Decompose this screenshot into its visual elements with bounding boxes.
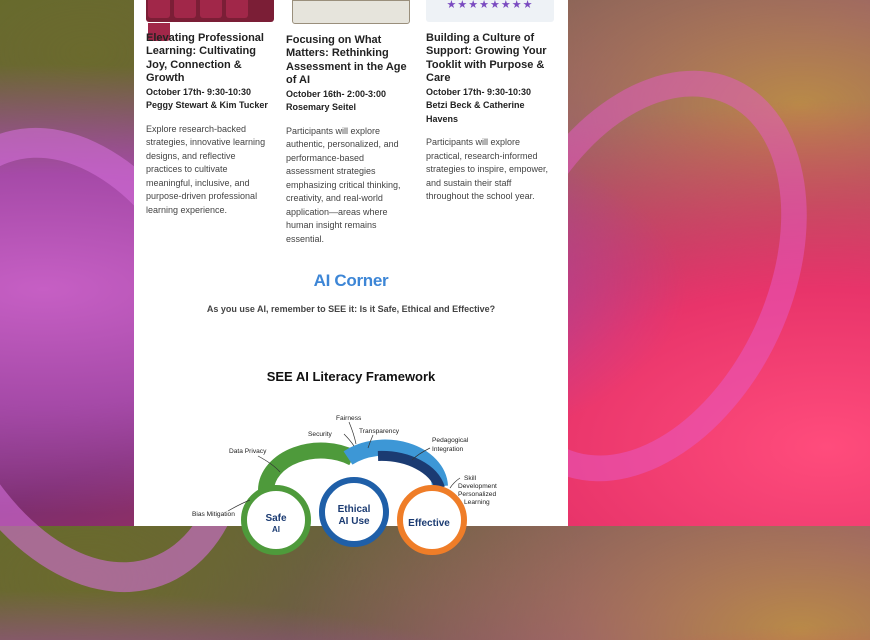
session-title: Building a Culture of Support: Growing Your Tooklit with Purpose & Care	[426, 32, 547, 85]
sessions-row	[146, 0, 560, 260]
session-card	[286, 0, 412, 246]
pedagogical-label: Pedagogical	[432, 437, 469, 444]
fairness-label: Fairness	[336, 415, 362, 422]
session-date: October 16th- 2:00-3:00	[286, 88, 387, 99]
newsletter-panel	[134, 0, 568, 534]
pedagogical-label-2: Integration	[432, 446, 464, 453]
session-title: Elevating Professional Learning: Cultivating Joy, Connection & Growth	[146, 32, 264, 85]
session-presenters: Betzi Beck & Catherine Havens	[426, 100, 525, 124]
skill-label-3: Personalized	[458, 491, 497, 498]
session-thumbnail: ★★★★★★★★	[426, 0, 554, 22]
session-description: Participants will explore practical, research-informed strategies to inspire, empower, and sustain their staff throughout the school year.	[426, 137, 549, 202]
safe-label-2: AI	[272, 525, 280, 534]
session-description: Participants will explore authentic, personalized, and performance-based assessment strategies emphasizing critical thinking, creativity, and real-world application—areas where human insight remains essential.	[286, 125, 401, 244]
see-framework-diagram	[178, 408, 524, 534]
transparency-label: Transparency	[359, 428, 400, 435]
session-presenters: Rosemary Seitel	[286, 102, 357, 113]
safe-label: Safe	[265, 513, 287, 524]
ai-corner-subtitle: As you use AI, remember to SEE it: Is it Safe, Ethical and Effective?	[206, 304, 496, 314]
effective-label: Effective	[408, 518, 450, 529]
ethical-label-2: AI Use	[338, 516, 370, 527]
session-title: Focusing on What Matters: Rethinking Assessment in the Age of AI	[286, 34, 407, 87]
ai-corner-heading: AI Corner	[313, 271, 389, 290]
session-thumbnail	[292, 0, 410, 24]
session-description: Explore research-backed strategies, innovative learning designs, and reflective practices to cultivate meaningful, inclusive, and purpose-driven professional learning experience.	[146, 123, 266, 215]
framework-title: SEE AI Literacy Framework	[266, 369, 436, 384]
session-thumbnail	[146, 0, 274, 22]
session-presenters: Peggy Stewart & Kim Tucker	[146, 100, 268, 111]
session-date: October 17th- 9:30-10:30	[426, 86, 532, 97]
connector-arrow	[344, 434, 354, 446]
skill-label-4: Learning	[464, 499, 490, 506]
ethical-label: Ethical	[337, 504, 371, 515]
session-card	[146, 0, 272, 217]
skill-label-2: Development	[458, 483, 497, 490]
session-date: October 17th- 9:30-10:30	[146, 86, 252, 97]
bias-mitigation-label: Bias Mitigation	[192, 511, 235, 518]
security-label: Security	[308, 431, 332, 438]
data-privacy-label: Data Privacy	[229, 448, 267, 455]
skill-label: Skill	[464, 475, 477, 482]
session-card	[426, 0, 552, 204]
